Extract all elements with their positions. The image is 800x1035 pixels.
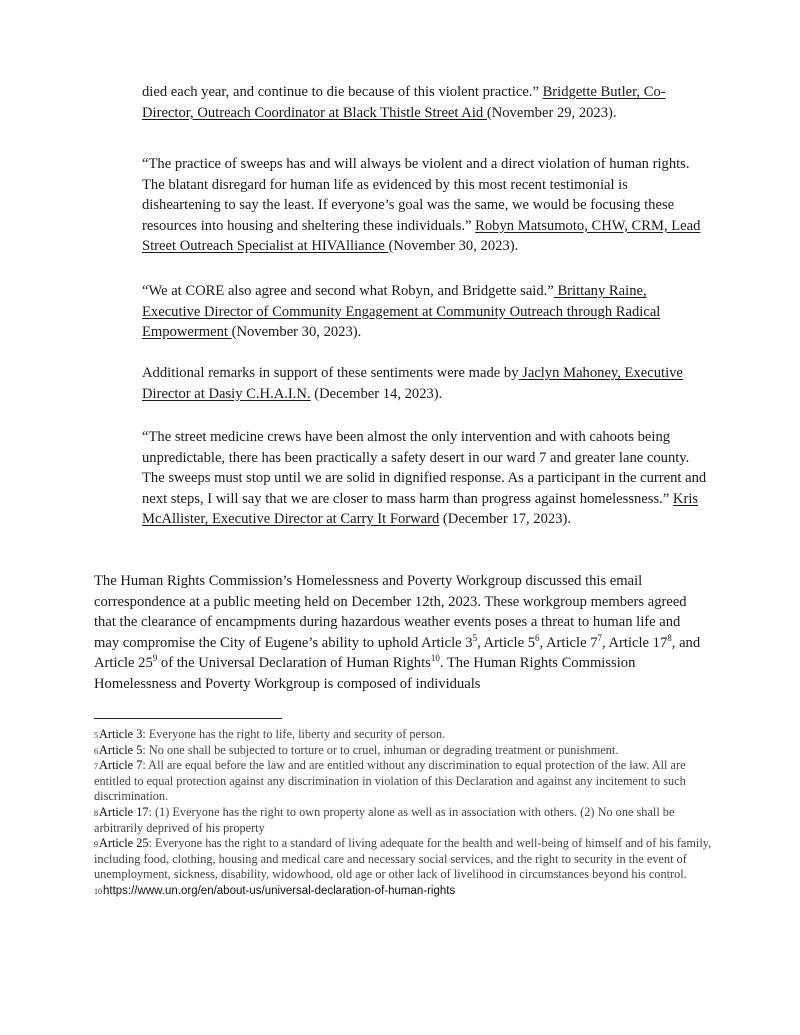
quote-brittany-raine (142, 281, 707, 343)
body-text: of the Universal Declaration of Human Rights (157, 655, 431, 671)
quote-text: “The street medicine crews have been almost the only intervention and with cahoots being unpredictable, there has been practically a safety desert in our ward 7 and greater lane county. The sweeps must stop until we are solid in dignified response. As a participant in the current and next steps, I will say that we are closer to mass harm than progress against homelessness.” (142, 429, 707, 507)
footnote-number: 5 (94, 731, 98, 740)
footnote-5 (94, 727, 714, 743)
quote-date: (December 14, 2023). (310, 385, 443, 402)
source-link[interactable]: Bridgette Butler, Co-Director, Outreach Coordinator at Black Thistle Street Aid (142, 84, 666, 121)
quote-jaclyn-mahoney (142, 363, 707, 404)
article-label: Article 7 (99, 758, 143, 773)
footnote-number: 8 (94, 808, 98, 818)
footnote-ref[interactable]: 10 (430, 653, 440, 664)
quote-date: (December 17, 2023). (439, 511, 571, 527)
quote-text: “The practice of sweeps has and will always be violent and a direct violation of human rights. The blatant disregard for human life as evidenced by this most recent testimonial is disheartening to say the least. If everyone’s goal was the same, we would be focusing these resources into housing and sheltering these individuals.” (142, 156, 690, 234)
body-text: , Article 17 (602, 634, 668, 651)
quote-robyn-matsumoto (142, 154, 707, 257)
footnote-text: : No one shall be subjected to torture or to cruel, inhuman or degrading treatment or punishment. (142, 742, 619, 757)
footnote-7 (94, 758, 714, 805)
article-label: Article 5 (99, 742, 143, 757)
quote-date: (November 30, 2023). (231, 324, 362, 340)
footnote-ref[interactable]: 5 (472, 632, 478, 643)
footnote-ref[interactable]: 6 (535, 632, 540, 643)
footnote-text: : All are equal before the law and are entitled without any discrimination to equal protection of the law. All are entitled to equal protection against any discrimination in violation of this Declaration and against any incitement to such discrimination. (94, 758, 686, 804)
footnote-number: 7 (94, 762, 98, 772)
quote-bridgette-butler (142, 82, 707, 123)
quote-date: (November 30, 2023). (388, 238, 519, 254)
source-link[interactable]: Kris McAllister, Executive Director at Carry It Forward (142, 490, 699, 527)
quote-text: Additional remarks in support of these sentiments were made by (142, 365, 519, 381)
body-text: , Article 7 (539, 634, 598, 651)
quote-text: “We at CORE also agree and second what Robyn, and Bridgette said.” (142, 283, 554, 299)
footnote-text: : Everyone has the right to a standard of living adequate for the health and well-being of himself and of his family, including food, clothing, housing and medical care and necessary social services, and the right to security in the event of unemployment, sickness, disability, widowhood, old age or other lack of livelihood in circumstances beyond his control. (94, 836, 712, 882)
udhr-url-link[interactable]: https://www.un.org/en/about-us/universal-declaration-of-human-rights (103, 884, 456, 897)
footnote-8 (94, 805, 714, 836)
footnote-ref[interactable]: 7 (597, 632, 602, 643)
quote-text: died each year, and continue to die because of this violent practice.” (142, 84, 543, 100)
body-text: . The Human Rights Commission Homelessness and Poverty Workgroup is composed of individuals (94, 655, 636, 692)
footnote-text: : Everyone has the right to life, liberty and security of person. (142, 727, 446, 741)
footnote-ref[interactable]: 9 (152, 653, 158, 664)
footnote-number: 6 (94, 746, 98, 756)
footnote-9 (94, 836, 714, 883)
body-paragraph (94, 571, 709, 694)
footnote-6 (94, 743, 714, 759)
footnote-text: : (1) Everyone has the right to own property alone as well as in association with others. (2) No one shall be arbitrarily deprived of his property (94, 804, 675, 835)
body-text: , Article 5 (477, 634, 536, 651)
quote-kris-mcallister (142, 427, 707, 530)
footnote-ref[interactable]: 8 (667, 632, 672, 643)
source-link[interactable]: Jaclyn Mahoney, Executive Director at Dasiy C.H.A.I.N. (142, 365, 683, 402)
source-link[interactable]: Robyn Matsumoto, CHW, CRM, Lead Street Outreach Specialist at HIVAlliance (142, 217, 701, 254)
footnote-10 (94, 883, 714, 900)
article-label: Article 17 (99, 804, 149, 819)
quote-date: (November 29, 2023). (486, 104, 617, 121)
body-text: , and Article 25 (94, 634, 701, 671)
article-label: Article 3 (99, 727, 143, 741)
footnote-number: 9 (94, 840, 98, 850)
footnote-number: 10 (94, 886, 102, 896)
footnote-divider (94, 718, 282, 719)
article-label: Article 25 (99, 836, 149, 851)
body-text: The Human Rights Commission’s Homelessness and Poverty Workgroup discussed this email correspondence at a public meeting held on December 12th, 2023. These workgroup members agreed that the clearance of encampments during hazardous weather events poses a threat to human life and may compromise the City of Eugene’s ability to uphold Article 3 (94, 573, 687, 651)
source-link[interactable]: Brittany Raine, Executive Director of Community Engagement at Community Outreach through Radical Empowerment (142, 283, 661, 340)
footnotes (94, 727, 714, 900)
